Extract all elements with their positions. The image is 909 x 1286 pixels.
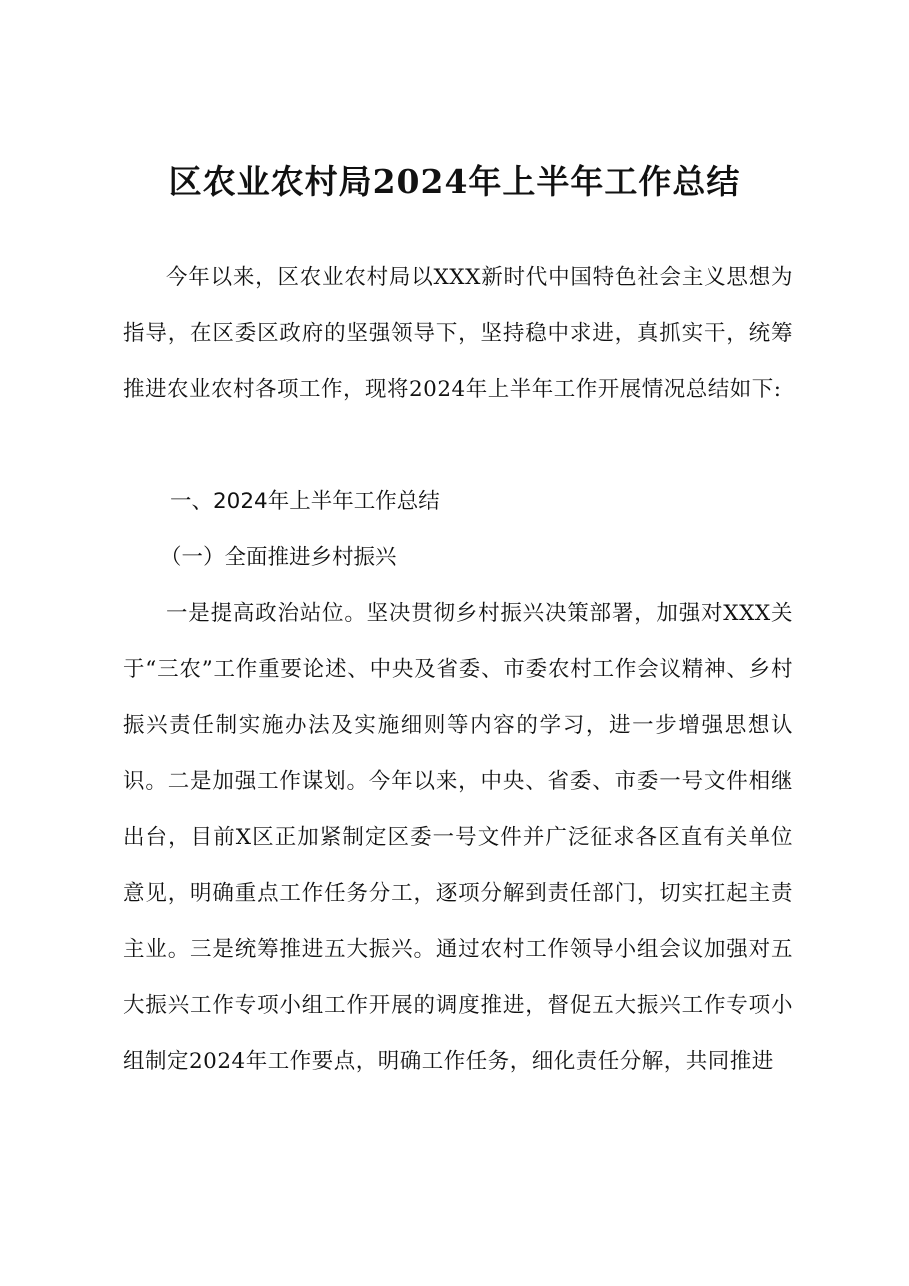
- subsection-paragraph: 一是提高政治站位。坚决贯彻乡村振兴决策部署，加强对XXX关于“三农”工作重要论述、中央及省委、市委农村工作会议精神、乡村振兴责任制实施办法及实施细则等内容的学习，进一步增强思想认识。二是加强工作谋划。今年以来，中央、省委、市委一号文件相继出台，目前X区正加紧制定区委一号文件并广泛征求各区直有关单位意见，明确重点工作任务分工，逐项分解到责任部门，切实扛起主责主业。三是统筹推进五大振兴。通过农村工作领导小组会议加强对五大振兴工作专项小组工作开展的调度推进，督促五大振兴工作专项小组制定2024年工作要点，明确工作任务，细化责任分解，共同推进: [123, 601, 793, 1074]
- subsection-heading: （一）全面推进乡村振兴: [160, 545, 397, 570]
- subsection-paragraph-block: [123, 586, 793, 1090]
- section-heading: 一、2024年上半年工作总结: [170, 489, 440, 514]
- intro-paragraph-block: [123, 250, 793, 418]
- intro-paragraph: 今年以来，区农业农村局以XXX新时代中国特色社会主义思想为指导，在区委区政府的坚强领导下，坚持稳中求进，真抓实干，统筹推进农业农村各项工作，现将2024年上半年工作开展情况总结如下:: [123, 265, 793, 402]
- document-title: 区农业农村局2024年上半年工作总结: [168, 162, 741, 201]
